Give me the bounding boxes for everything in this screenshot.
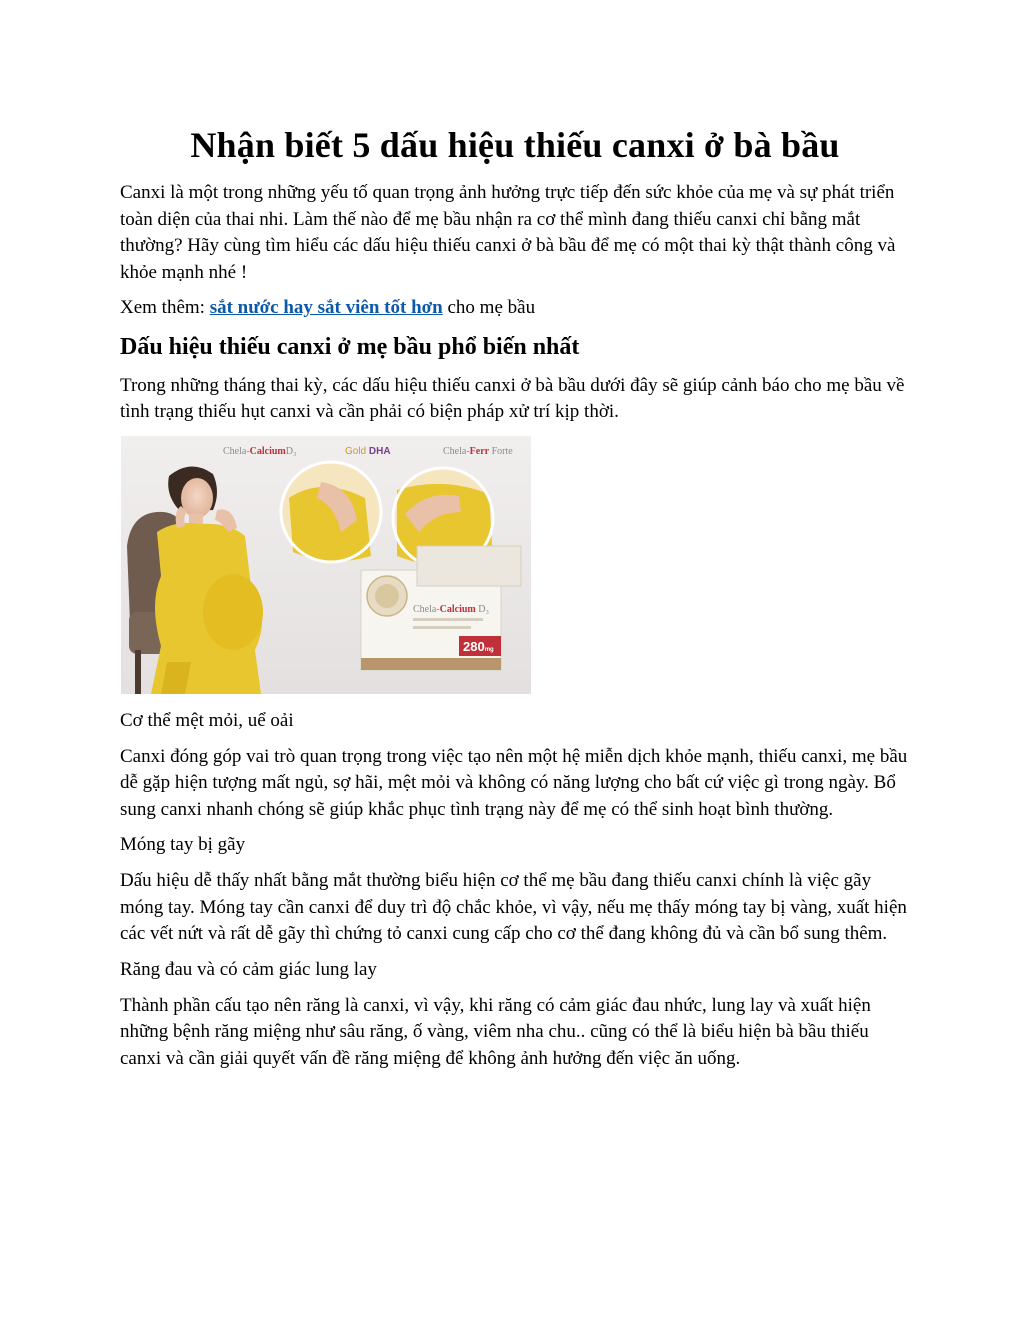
item-3-body: Thành phần cấu tạo nên răng là canxi, vì vậy, khi răng có cảm giác đau nhức, lung lay và xuất hiện những bệnh răng miệng như sâu răng, ố vàng, viêm nha chu.. cũng có thể là biểu hiện bà bầu thiếu canxi và cần giải quyết vấn đề răng miệng để không ảnh hưởng đến việc ăn uống. [120, 994, 871, 1069]
back-pain-circle [281, 462, 381, 562]
item-3-heading: Răng đau và có cảm giác lung lay [120, 958, 377, 980]
box-badge-280: 280mg [463, 638, 494, 654]
item-1-heading: Cơ thể mệt mỏi, uể oải [120, 709, 294, 731]
document-page [120, 122, 910, 1081]
brand-chela-ferr-label: Chela-Ferr Forte [443, 445, 513, 457]
item-1-body: Canxi đóng góp vai trò quan trọng trong việc tạo nên một hệ miễn dịch khỏe mạnh, thiếu canxi, mẹ bầu dễ gặp hiện tượng mất ngủ, sợ hãi, mệt mỏi và không có năng lượng cho bất cứ việc gì trong ngày. Bổ sung canxi nhanh chóng sẽ giúp khắc phục tình trạng này để mẹ có thể sinh hoạt bình thường. [120, 745, 908, 820]
intro-paragraph: Canxi là một trong những yếu tố quan trọng ảnh hưởng trực tiếp đến sức khỏe của mẹ và sự phát triển toàn diện của thai nhi. Làm thế nào để mẹ bầu nhận ra cơ thể mình đang thiếu canxi chỉ bằng mắt thường? Hãy cùng tìm hiểu các dấu hiệu thiếu canxi ở bà bầu để mẹ có một thai kỳ thật thành công và khỏe mạnh nhé ! [120, 182, 896, 283]
see-also-prefix: Xem thêm: [120, 297, 210, 318]
item-2-body: Dấu hiệu dễ thấy nhất bằng mắt thường biểu hiện cơ thể mẹ bầu đang thiếu canxi chính là việc gãy móng tay. Móng tay cần canxi để duy trì độ chắc khỏe, vì vậy, nếu mẹ thấy móng tay bị vàng, xuất hiện các vết nứt và rất dễ gãy thì chứng tỏ canxi cung cấp cho cơ thể đang không đủ và cần bổ sung thêm. [120, 870, 907, 944]
brand-chela-calcium-label: Chela-CalciumD₃ [223, 445, 297, 457]
box-brand-label: Chela-Calcium D₃ [413, 603, 489, 615]
see-also-link[interactable]: sắt nước hay sắt viên tốt hơn [209, 297, 443, 318]
see-also-suffix: cho mẹ bầu [442, 297, 536, 318]
product-photo [121, 436, 531, 694]
section-intro: Trong những tháng thai kỳ, các dấu hiệu thiếu canxi ở bà bầu dưới đây sẽ giúp cảnh báo cho mẹ bầu về tình trạng thiếu hụt canxi và cần phải có biện pháp xử trí kịp thời. [120, 374, 905, 422]
item-2-heading: Móng tay bị gãy [120, 834, 246, 855]
page-title: Nhận biết 5 dấu hiệu thiếu canxi ở bà bầu [190, 125, 840, 165]
brand-gold-dha-label: Gold DHA [345, 445, 391, 457]
see-also [120, 295, 910, 322]
section-heading: Dấu hiệu thiếu canxi ở mẹ bầu phổ biến nhất [120, 333, 580, 360]
